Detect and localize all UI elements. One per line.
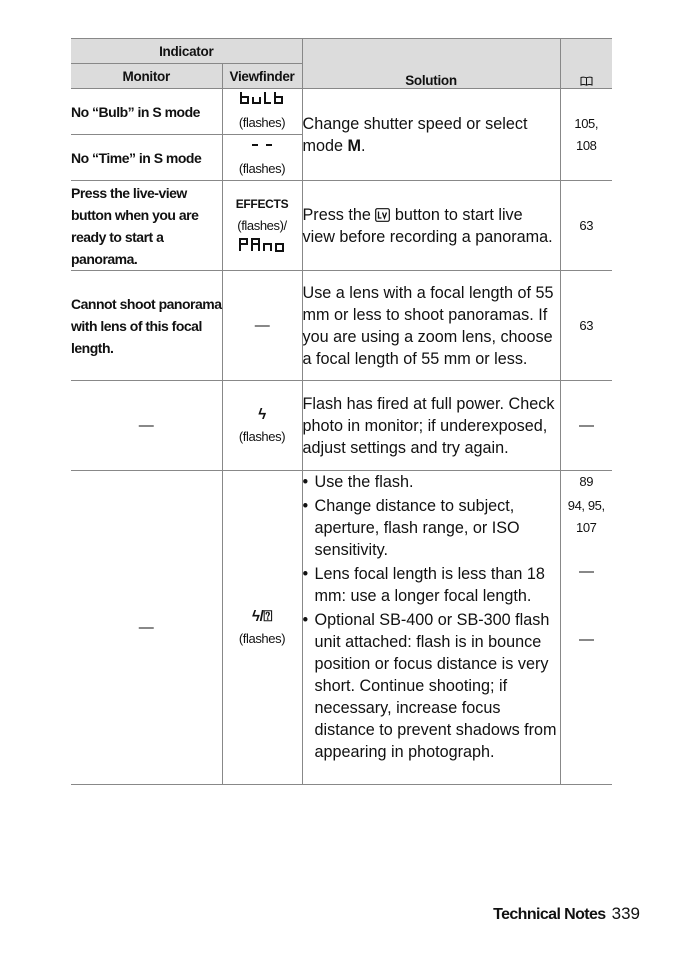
monitor-cell: Press the live-view button when you are ready to start a panorama. [71,181,222,271]
list-item: • Lens focal length is less than 18 mm: use a longer focal length. [303,563,560,607]
solution-cell [302,89,560,181]
viewfinder-cell [222,135,302,181]
flashes-note: (flashes) [238,428,286,444]
page-ref: — [578,631,594,648]
mode-m-label: M [347,136,361,155]
solution-cell [302,181,560,271]
table-row [71,89,612,135]
flashes-note: (flashes)/ [237,217,287,233]
list-item: • Use the flash. [303,471,560,493]
error-table [71,38,612,785]
live-view-icon [375,208,390,222]
monitor-cell: — [71,381,222,471]
page-ref-cell: — [560,381,612,471]
flashes-note: (flashes) [238,114,286,130]
viewfinder-header: Viewfinder [222,64,302,89]
monitor-cell: No “Bulb” in S mode [71,89,222,135]
bulb-lcd-icon [239,91,285,105]
dash-dash-lcd-icon [247,139,277,151]
solution-cell [302,471,560,785]
indicator-header: Indicator [71,39,302,64]
table-row [71,181,612,271]
monitor-cell: Cannot shoot panorama with lens of this focal length. [71,271,222,381]
solution-header: Solution [302,39,560,89]
page-ref: 89 [579,474,594,489]
table-row [71,271,612,381]
table-row [71,381,612,471]
solution-cell: Flash has fired at full power. Check photo in monitor; if underexposed, adjust settings and try again. [302,381,560,471]
monitor-cell: No “Time” in S mode [71,135,222,181]
flash-warning-icon: ϟ/⍰ [252,607,272,625]
monitor-cell: — [71,471,222,785]
page-ref: 94, 95, 107 [567,498,605,535]
effects-label: EFFECTS [235,196,289,211]
page-ref: — [578,563,594,580]
page-footer [493,904,640,924]
flash-bolt-icon: ϟ [258,405,266,423]
flashes-note: (flashes) [238,630,286,646]
section-title: Technical Notes [493,906,606,923]
viewfinder-cell [222,471,302,785]
page-ref-cell [560,471,612,785]
list-item: • Optional SB-400 or SB-300 flash unit attached: flash is in bounce position or focus distance is very short. Continue shooting; if necessary, increase focus distance to prevent shadows from appearing in photograph. [303,609,560,763]
pano-lcd-symbol [223,237,302,259]
monitor-header: Monitor [71,64,222,89]
page-ref-cell: 63 [560,271,612,381]
solution-text: Change shutter speed or select mode [302,114,528,155]
viewfinder-cell [222,181,302,271]
page-number: 339 [611,904,640,923]
solution-cell: Use a lens with a focal length of 55 mm or less to shoot panoramas. If you are using a zoom lens, choose a focal length of 55 mm or less. [302,271,560,381]
solution-period: . [360,136,366,155]
time-lcd-symbol [223,136,302,158]
table-row [71,471,612,785]
flashes-note: (flashes) [238,160,286,176]
viewfinder-cell [222,381,302,471]
page-ref-cell [560,89,612,181]
solution-list [303,471,560,763]
book-icon [580,76,593,86]
page-ref-cell: 63 [560,181,612,271]
solution-text: button to start live view before recording a panorama. [302,205,553,246]
list-item: • Change distance to subject, aperture, flash range, or ISO sensitivity. [303,495,560,561]
viewfinder-cell [222,89,302,135]
viewfinder-cell: — [222,271,302,381]
bulb-lcd-symbol [239,91,285,111]
pano-lcd-icon [238,238,286,252]
page-ref-header [560,39,612,89]
solution-text: Press the [302,205,376,224]
page-ref: 105, 108 [574,115,599,153]
